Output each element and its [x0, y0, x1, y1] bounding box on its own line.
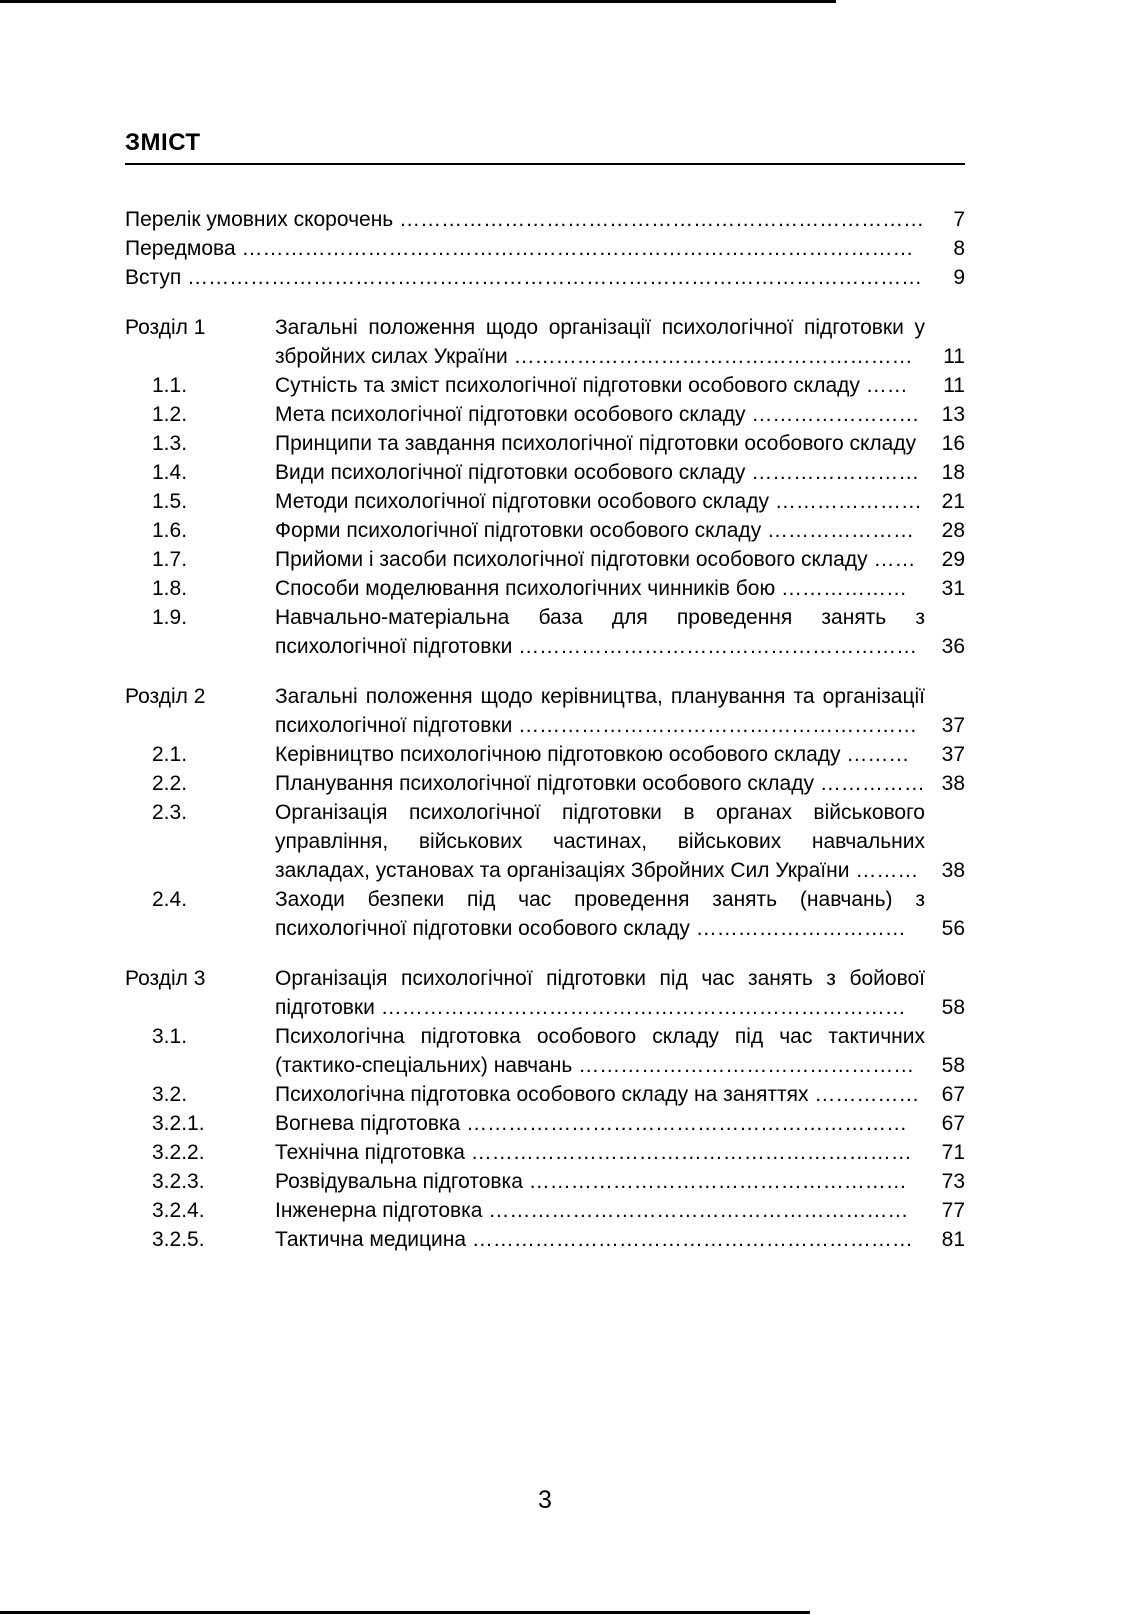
toc-entry-title	[275, 1109, 925, 1138]
toc-entry-title	[125, 205, 925, 234]
dot-leader: …………………………………………………	[518, 635, 918, 658]
toc-entry-title	[275, 487, 925, 516]
toc-entry-title	[275, 458, 925, 487]
toc-entry-number: 1.7.	[152, 548, 188, 571]
scan-edge-artifact-bottom	[0, 1611, 810, 1614]
toc-entry-page: 73	[941, 1170, 965, 1193]
toc-row	[125, 234, 965, 263]
toc-entry-page: 71	[941, 1141, 965, 1164]
dot-leader: ……………	[814, 1083, 920, 1106]
toc-entry-title-text: Мета психологічної підготовки особового складу	[275, 403, 746, 426]
toc-entry-title-text: Загальні положення щодо керівництва, планування та організації психологічної підготовки	[275, 685, 925, 737]
toc-row	[125, 371, 965, 400]
toc-entry-title	[275, 313, 925, 371]
dot-leader: ………	[855, 859, 919, 882]
toc-entry-page: 58	[941, 996, 965, 1019]
toc-entry-page: 67	[941, 1112, 965, 1135]
toc-row	[125, 1080, 965, 1109]
toc-row	[125, 205, 965, 234]
toc-entry-number: 1.6.	[152, 519, 188, 542]
toc-entry-number: 1.8.	[152, 577, 188, 600]
toc-entry-page: 67	[941, 1083, 965, 1106]
toc-list	[125, 205, 965, 1254]
toc-entry-page: 7	[953, 208, 965, 231]
toc-entry-title	[275, 1225, 925, 1254]
toc-entry-title	[275, 371, 925, 400]
toc-entry-number: 1.2.	[152, 403, 188, 426]
toc-row	[125, 263, 965, 292]
toc-row	[125, 798, 965, 885]
toc-entry-number: 2.4.	[152, 888, 188, 911]
toc-entry-title-text: Види психологічної підготовки особового складу	[275, 461, 746, 484]
toc-row	[125, 516, 965, 545]
toc-entry-title	[275, 400, 925, 429]
toc-entry-title-text: Психологічна підготовка особового складу на заняттях	[275, 1083, 809, 1106]
toc-entry-page: 81	[941, 1228, 965, 1251]
toc-entry-page: 38	[941, 772, 965, 795]
toc-entry-page: 31	[941, 577, 965, 600]
toc-entry-title-text: Способи моделювання психологічних чинників бою	[275, 577, 776, 600]
toc-entry-title-text: Тактична медицина	[275, 1228, 467, 1251]
toc-entry-page: 21	[941, 490, 965, 513]
toc-entry-number: 3.2.5.	[152, 1228, 205, 1251]
toc-entry-number: Розділ 2	[125, 685, 206, 708]
toc-row	[125, 885, 965, 943]
toc-entry-title	[275, 964, 925, 1022]
toc-entry-page: 18	[941, 461, 965, 484]
dot-leader: …………………………………………………	[513, 345, 913, 368]
page-title: ЗМІСТ	[125, 129, 201, 156]
toc-entry-title	[275, 545, 925, 574]
toc-row	[125, 545, 965, 574]
dot-leader: …………………………………………………………………	[399, 208, 925, 231]
toc-row	[125, 740, 965, 769]
toc-row	[125, 429, 965, 458]
toc-row	[125, 682, 965, 740]
toc-entry-title-text: Сутність та зміст психологічної підготовки особового складу	[275, 374, 860, 397]
toc-entry-title-text: Планування психологічної підготовки особового складу	[275, 772, 814, 795]
dot-leader: ……………………	[751, 403, 920, 426]
toc-entry-title-text: Заходи безпеки під час проведення занять (навчань) з психологічної підготовки особового складу	[275, 888, 925, 940]
toc-row	[125, 574, 965, 603]
toc-entry-number: 1.5.	[152, 490, 188, 513]
toc-entry-title	[275, 682, 925, 740]
toc-entry-title-text: Передмова	[125, 237, 236, 260]
toc-entry-title	[275, 885, 925, 943]
toc-entry-title	[275, 1138, 925, 1167]
dot-leader: …………………	[767, 519, 915, 542]
toc-entry-number: 3.2.3.	[152, 1170, 205, 1193]
toc-entry-page: 13	[941, 403, 965, 426]
toc-entry-page: 11	[943, 345, 965, 368]
dot-leader: ………	[846, 743, 910, 766]
dot-leader: …………………	[774, 490, 922, 513]
toc-row	[125, 1138, 965, 1167]
toc-entry-title-text: Методи психологічної підготовки особового складу	[275, 490, 769, 513]
toc-entry-title	[125, 234, 925, 263]
toc-row	[125, 964, 965, 1022]
dot-leader: ……	[873, 548, 916, 571]
toc-row	[125, 769, 965, 798]
toc-row	[125, 458, 965, 487]
toc-row	[125, 1022, 965, 1080]
dot-leader: ………………	[781, 577, 908, 600]
toc-entry-page: 77	[941, 1199, 965, 1222]
dot-leader: …………………………………………	[578, 1054, 915, 1077]
dot-leader: …………………………	[695, 917, 906, 940]
toc-entry-page: 28	[941, 519, 965, 542]
toc-entry-page: 16	[941, 432, 965, 455]
toc-entry-number: 3.2.4.	[152, 1199, 205, 1222]
toc-entry-number: 1.9.	[152, 606, 188, 629]
toc-entry-number: 2.2.	[152, 772, 188, 795]
toc-entry-page: 8	[953, 237, 965, 260]
dot-leader: ……………	[819, 772, 925, 795]
toc-entry-page: 36	[941, 635, 965, 658]
toc-entry-title-text: Організація психологічної підготовки під час занять з бойової підготовки	[275, 967, 925, 1019]
toc-entry-title-text: Навчально-матеріальна база для проведення занять з психологічної підготовки	[275, 606, 925, 658]
toc-entry-title	[275, 769, 925, 798]
dot-leader: ……	[865, 374, 908, 397]
toc-entry-title	[275, 1196, 925, 1225]
toc-row	[125, 603, 965, 661]
toc-row	[125, 313, 965, 371]
toc-entry-number: 1.3.	[152, 432, 188, 455]
page-number-footer: 3	[538, 1486, 552, 1514]
toc-entry-number: 1.1.	[152, 374, 188, 397]
toc-entry-page: 9	[953, 266, 965, 289]
toc-entry-title	[275, 574, 925, 603]
toc-entry-title	[275, 1167, 925, 1196]
toc-entry-number: 3.1.	[152, 1025, 188, 1048]
toc-entry-title	[125, 263, 925, 292]
dot-leader: ………………………………………………	[528, 1170, 907, 1193]
toc-entry-number: 2.1.	[152, 743, 188, 766]
dot-leader: ……………………………………………………………………………………	[241, 237, 914, 260]
toc-entry-page: 38	[941, 859, 965, 882]
toc-entry-title	[275, 798, 925, 885]
dot-leader: …………………………………………………	[518, 714, 918, 737]
toc-entry-number: 3.2.	[152, 1083, 188, 1106]
dot-leader: ………………………………………………………	[466, 1112, 908, 1135]
title-underline	[125, 163, 965, 165]
toc-row	[125, 400, 965, 429]
toc-entry-title-text: Перелік умовних скорочень	[125, 208, 394, 231]
toc-entry-title-text: Розвідувальна підготовка	[275, 1170, 523, 1193]
toc-row	[125, 1167, 965, 1196]
toc-entry-number: Розділ 3	[125, 967, 206, 990]
toc-entry-title-text: Загальні положення щодо організації психологічної підготовки у збройних силах України	[275, 316, 925, 368]
toc-entry-title	[275, 740, 925, 769]
toc-entry-page: 56	[941, 917, 965, 940]
dot-leader: ………………………………………………………	[470, 1141, 912, 1164]
toc-row	[125, 1196, 965, 1225]
toc-entry-title	[275, 1080, 925, 1109]
dot-leader: ……………………………………………………………………………………………	[187, 266, 923, 289]
toc-entry-title-text: Організація психологічної підготовки в органах військового управління, військових частинах, військових навчальних закладах, установах та організаціях Збройних Сил України	[275, 801, 925, 882]
dot-leader: ………………………………………………………	[471, 1228, 913, 1251]
toc-row	[125, 1225, 965, 1254]
toc-entry-title-text: Технічна підготовка	[275, 1141, 465, 1164]
toc-entry-title	[275, 429, 925, 458]
toc-entry-title-text: Інженерна підготовка	[275, 1199, 483, 1222]
toc-row	[125, 487, 965, 516]
toc-entry-number: Розділ 1	[125, 316, 206, 339]
toc-entry-page: 37	[941, 743, 965, 766]
toc-entry-title	[275, 603, 925, 661]
toc-entry-title-text: Психологічна підготовка особового складу під час тактичних (тактико-спеціальних) навчань	[275, 1025, 925, 1077]
toc-entry-number: 3.2.1.	[152, 1112, 205, 1135]
toc-entry-title-text: Вогнева підготовка	[275, 1112, 461, 1135]
toc-entry-page: 29	[941, 548, 965, 571]
toc-entry-title	[275, 516, 925, 545]
toc-row	[125, 1109, 965, 1138]
toc-entry-title-text: Прийоми і засоби психологічної підготовки особового складу	[275, 548, 868, 571]
toc-entry-page: 58	[941, 1054, 965, 1077]
toc-entry-title-text: Вступ	[125, 266, 182, 289]
toc-entry-page: 37	[941, 714, 965, 737]
toc-entry-number: 1.4.	[152, 461, 188, 484]
toc-entry-title	[275, 1022, 925, 1080]
toc-entry-page: 11	[943, 374, 965, 397]
dot-leader: …………………………………………………………………	[380, 996, 906, 1019]
dot-leader: ……………………	[751, 461, 920, 484]
toc-entry-number: 3.2.2.	[152, 1141, 205, 1164]
scan-edge-artifact-top	[0, 0, 836, 3]
dot-leader: ……………………………………………………	[488, 1199, 909, 1222]
toc-entry-title-text: Форми психологічної підготовки особового складу	[275, 519, 762, 542]
toc-entry-title-text: Керівництво психологічною підготовкою особового складу	[275, 743, 841, 766]
toc-entry-number: 2.3.	[152, 801, 188, 824]
toc-entry-title-text: Принципи та завдання психологічної підготовки особового складу	[275, 432, 917, 455]
